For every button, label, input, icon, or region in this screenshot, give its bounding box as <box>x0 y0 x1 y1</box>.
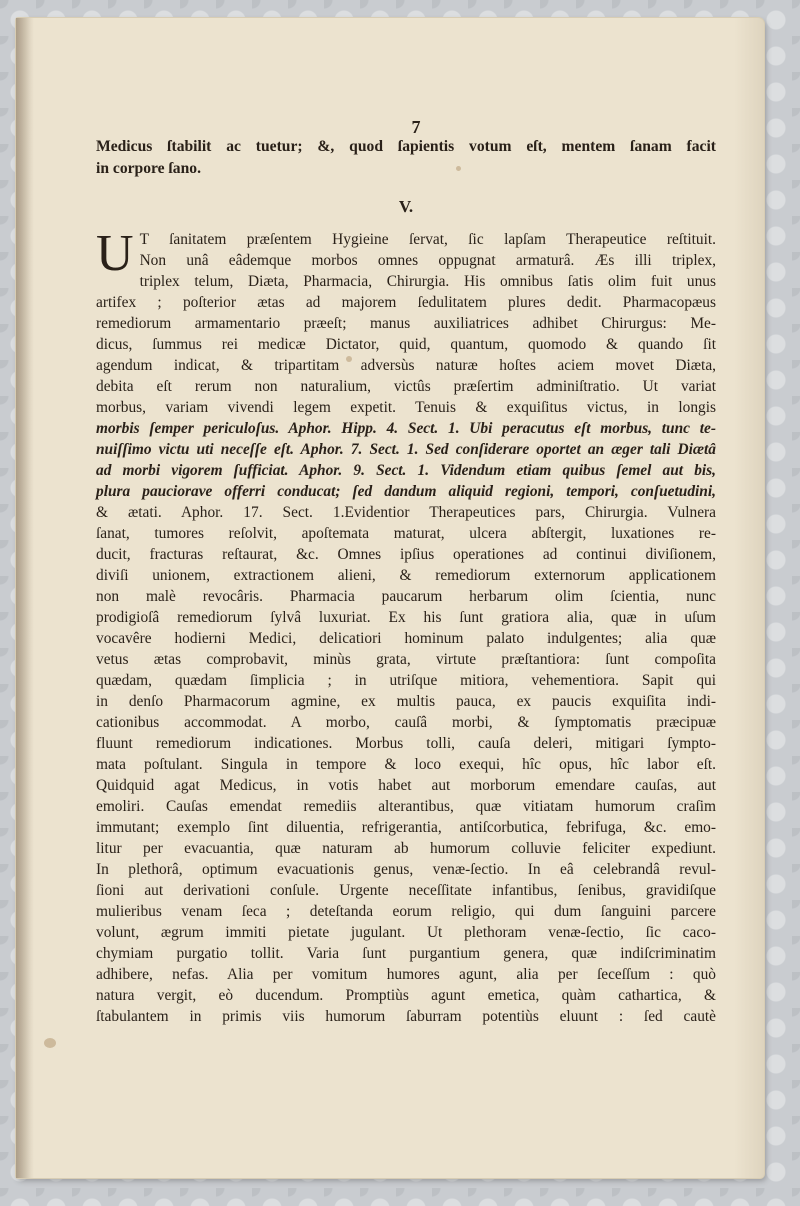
body-line: triplex telum, Diæta, Pharmacia, Chirurgia. His omnibus ſatis olim fuit unus <box>139 273 716 290</box>
body-line: quædam, quædam ſimplicia ; in utriſque mitiora, vehementiora. Sapit qui <box>96 672 716 689</box>
body-line: volunt, ægrum immiti pietate jugulant. Ut plethoram venæ-ſectio, ſic caco- <box>96 924 716 941</box>
body-line: diviſi unionem, extractionem alieni, & remediorum externorum applicationem <box>96 567 716 584</box>
body-line: artifex ; poſterior ætas ad majorem ſedulitatem plures dedit. Pharmacopæus <box>96 294 716 311</box>
drop-cap: U <box>96 225 134 282</box>
body-line: chymiam purgatio tollit. Varia ſunt purgantium genera, quæ indiſcriminatim <box>96 945 716 962</box>
body-line: natura vergit, eò ducendum. Promptiùs agunt emetica, quàm cathartica, & <box>96 987 716 1004</box>
header-line: in corpore ſano. <box>96 160 201 177</box>
body-line: ducit, fracturas reſtaurat, &c. Omnes ipſius operationes ad continui diviſionem, <box>96 546 716 563</box>
body-line: Quidquid agat Medicus, in votis habet aut morborum emendare cauſas, aut <box>96 777 716 794</box>
body-line: ſanat, tumores reſolvit, apoſtemata maturat, ulcera abſtergit, luxationes re- <box>96 525 716 542</box>
body-line: ſioni aut derivationi conſule. Urgente neceſſitate infantibus, ſenibus, gravidiſque <box>96 882 716 899</box>
body-line: T ſanitatem præſentem Hygieine ſervat, ſic lapſam Therapeutice reſtituit. <box>139 231 716 248</box>
body-line: nuiſſimo victu uti neceſſe eſt. Aphor. 7. Sect. 1. Sed conſiderare oportet an æger tali Diætâ <box>96 441 716 458</box>
page-binding-shadow <box>16 18 34 1178</box>
body-line: immutant; exemplo ſint diluentia, refrigerantia, antiſcorbutica, febrifuga, &c. emo- <box>96 819 716 836</box>
body-line: vocavêre hodierni Medici, delicatiori hominum palato indulgentes; alia quæ <box>96 630 716 647</box>
body-line: fluunt remediorum indicationes. Morbus tolli, cauſa deleri, mitigari ſympto- <box>96 735 716 752</box>
body-line: prodigioſâ remediorum ſylvâ luxuriat. Ex his ſunt gratiora alia, quæ in uſum <box>96 609 716 626</box>
body-paragraph <box>96 225 716 1027</box>
header-paragraph <box>96 136 716 180</box>
page-number: 7 <box>411 117 421 137</box>
body-line: In plethorâ, optimum evacuationis genus, venæ-ſectio. In eâ celebrandâ revul- <box>96 861 716 878</box>
body-line: remediorum armamentario præeſt; manus auxiliatrices adhibet Chirurgus: Me- <box>96 315 716 332</box>
body-line: adhibere, nefas. Alia per vomitum humores agunt, alia per ſeceſſum : quò <box>96 966 716 983</box>
body-line: mata poſtulant. Singula in tempore & loco exequi, hîc opus, hîc labor eſt. <box>96 756 716 773</box>
book-page <box>16 18 764 1178</box>
page-text-block <box>96 118 716 1027</box>
body-line: morbus, variam vivendi legem expetit. Tenuis & exquiſitus victus, in longis <box>96 399 716 416</box>
body-line: ſtabulantem in primis viis humorum ſaburram potentiùs eluunt : ſed cautè <box>96 1008 716 1025</box>
body-line: morbis ſemper periculoſus. Aphor. Hipp. 4. Sect. 1. Ubi peracutus eſt morbus, tunc te- <box>96 420 716 437</box>
body-line: dicus, ſummus rei medicæ Dictator, quid, quantum, quomodo & quando ſit <box>96 336 716 353</box>
body-line: mulieribus venam ſeca ; deteſtanda eorum religio, qui dum ſanguini parcere <box>96 903 716 920</box>
body-line: vetus ætas comprobavit, minùs grata, virtute præſtantiora: ſunt compoſita <box>96 651 716 668</box>
body-line: emoliri. Cauſas emendat remediis alterantibus, quæ vitiatam humorum craſim <box>96 798 716 815</box>
header-line: Medicus ſtabilit ac tuetur; &, quod ſapientis votum eſt, mentem ſanam facit <box>96 138 716 155</box>
body-line: debita eſt rerum non naturalium, victûs præſertim adminiſtratio. Ut variat <box>96 378 716 395</box>
body-line: in denſo Pharmacorum agmine, ex multis pauca, ex paucis exquiſita indi- <box>96 693 716 710</box>
body-line: ad morbi vigorem ſufficiat. Aphor. 9. Sect. 1. Videndum etiam quibus ſemel aut bis, <box>96 462 716 479</box>
body-line: plura pauciorave offerri conducat; ſed dandum aliquid regioni, tempori, conſuetudini, <box>96 483 716 500</box>
body-line: cationibus accommodat. A morbo, cauſâ morbi, & ſymptomatis præcipuæ <box>96 714 716 731</box>
body-line: & ætati. Aphor. 17. Sect. 1.Evidentior Therapeutices pars, Chirurgia. Vulnera <box>96 504 716 521</box>
body-line: Non unâ eâdemque morbos omnes oppugnat armaturâ. Æs illi triplex, <box>139 252 716 269</box>
body-line: non malè revocâris. Pharmacia paucarum herbarum olim ſcientia, nunc <box>96 588 716 605</box>
foxing-spot <box>44 1038 56 1048</box>
body-line: litur per evacuantia, quæ naturam ab humorum colluvie feliciter expediunt. <box>96 840 716 857</box>
section-number: V. <box>398 197 414 216</box>
body-line: agendum indicat, & tripartitam adversùs naturæ hoſtes aciem movet Diæta, <box>96 357 716 374</box>
